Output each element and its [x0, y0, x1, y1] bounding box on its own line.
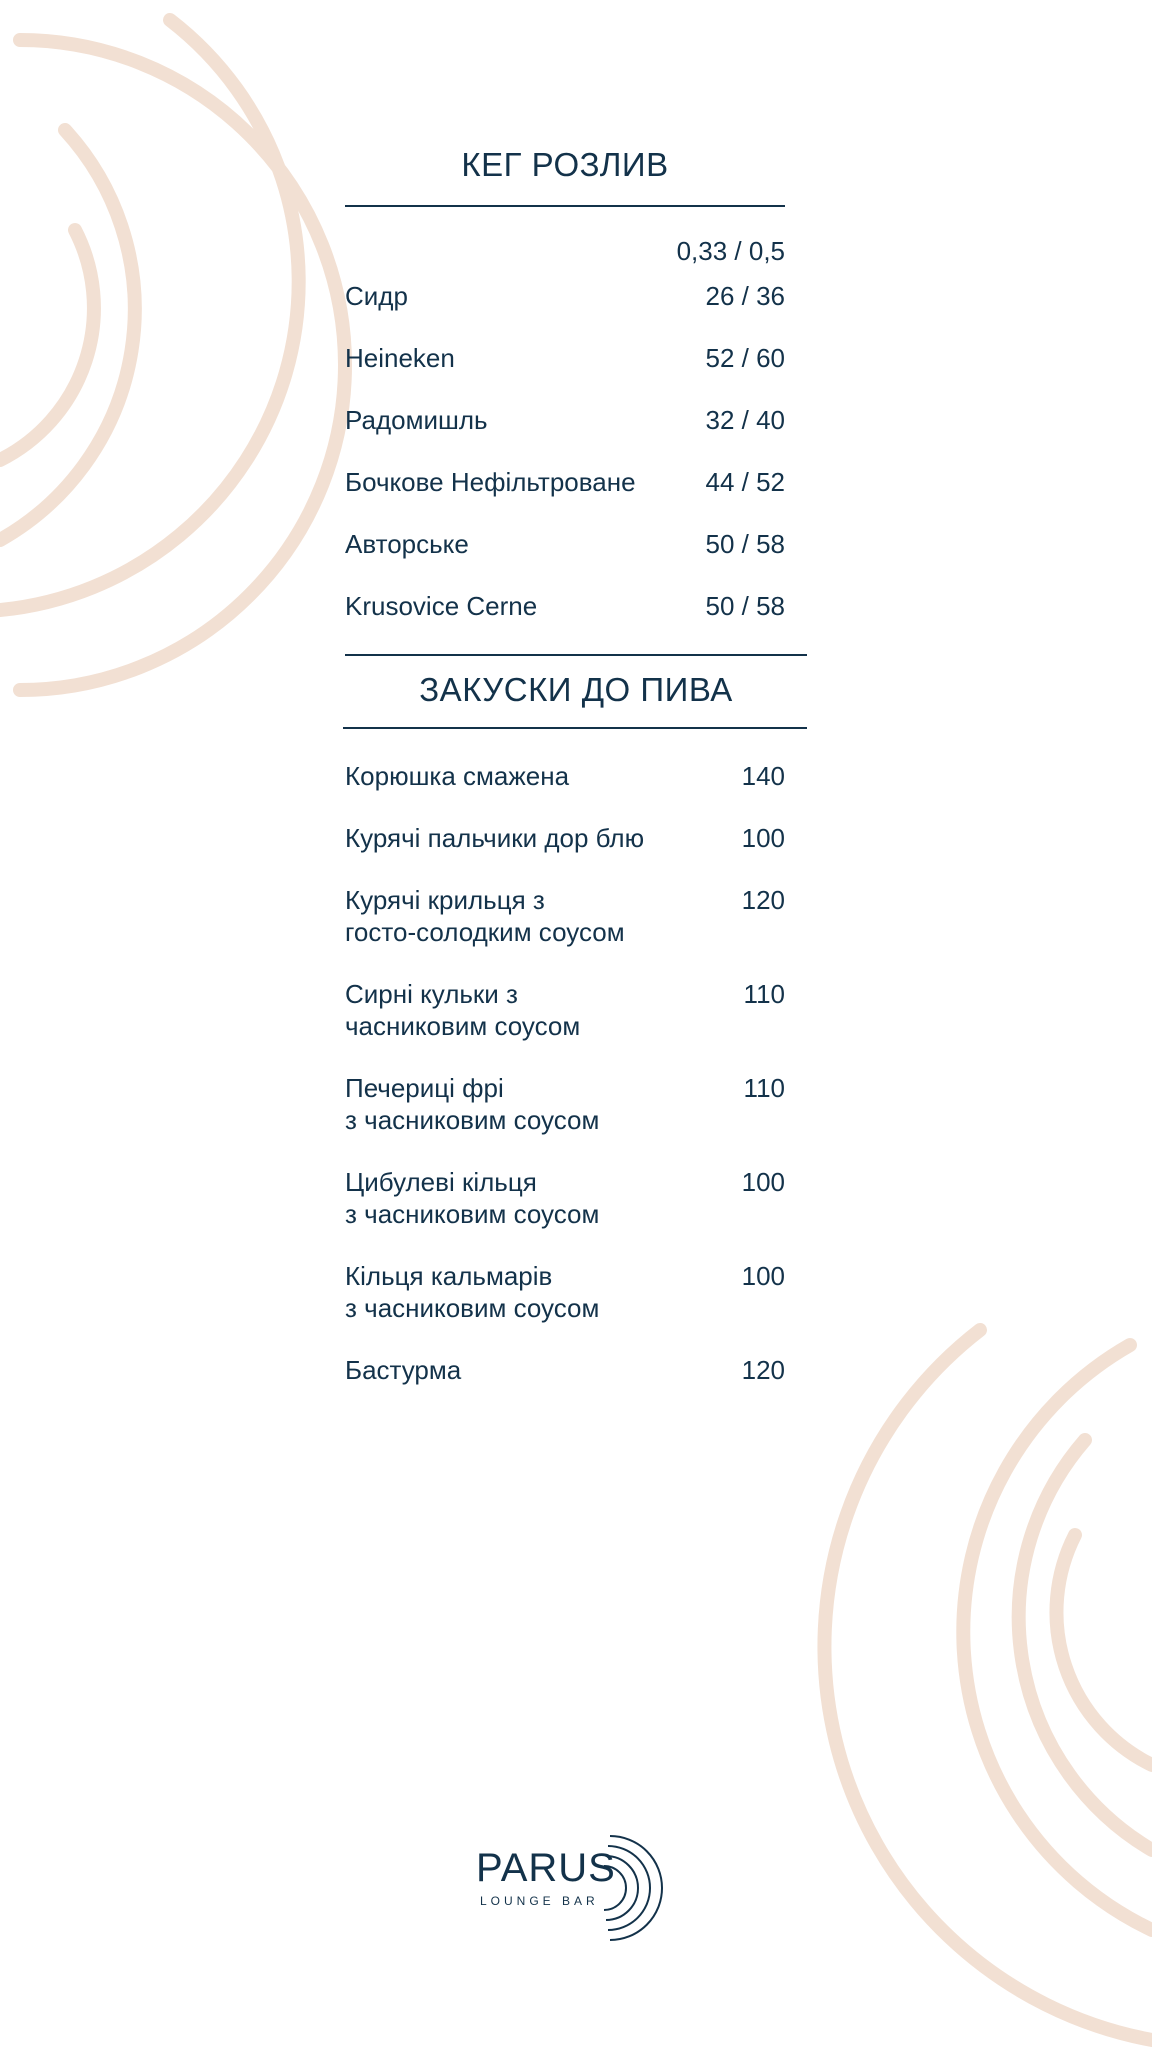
item-price: 120: [741, 1355, 785, 1385]
keg-title-rule: [345, 205, 785, 207]
list-item: [345, 280, 785, 312]
item-name: Курячі крильця з госто-солодким соусом: [345, 885, 625, 947]
arc-top-left-3: [0, 130, 135, 540]
list-item: [345, 884, 785, 948]
list-item: [345, 1166, 785, 1230]
item-price: 50 / 58: [705, 591, 785, 621]
list-item: [345, 342, 785, 374]
item-name: Печериці фрі з часниковим соусом: [345, 1073, 600, 1135]
list-item: [345, 1260, 785, 1324]
list-item: [345, 590, 785, 622]
item-name: Авторське: [345, 529, 469, 559]
item-price: 26 / 36: [705, 281, 785, 311]
logo-subtitle: LOUNGE BAR: [480, 1894, 599, 1908]
list-item: [345, 404, 785, 436]
item-name: Кільця кальмарів з часниковим соусом: [345, 1261, 600, 1323]
item-price: 52 / 60: [705, 343, 785, 373]
item-price: 44 / 52: [705, 467, 785, 497]
item-price: 110: [743, 1073, 785, 1103]
item-name: Сирні кульки з часниковим соусом: [345, 979, 581, 1041]
arc-bottom-right-2: [963, 1345, 1152, 1930]
arc-bottom-right-4: [1056, 1535, 1152, 1765]
list-item: [345, 466, 785, 498]
item-name: Курячі пальчики дор блю: [345, 823, 645, 853]
keg-size-header: 0,33 / 0,5: [676, 236, 785, 266]
item-price: 50 / 58: [705, 529, 785, 559]
keg-section-title: КЕГ РОЗЛИВ: [461, 146, 669, 183]
item-price: 140: [741, 761, 785, 791]
arc-top-left-4: [0, 230, 94, 460]
list-item: [345, 978, 785, 1042]
item-price: 100: [741, 1167, 785, 1197]
arc-top-left-1: [20, 40, 345, 690]
list-item: [345, 528, 785, 560]
item-name: Радомишль: [345, 405, 488, 435]
item-price: 110: [743, 979, 785, 1009]
snacks-section-title: ЗАКУСКИ ДО ПИВА: [419, 671, 733, 708]
item-name: Сидр: [345, 281, 408, 311]
item-name: Krusovice Cerne: [345, 591, 538, 621]
list-item: [345, 1354, 785, 1386]
item-name: Heineken: [345, 343, 455, 373]
item-price: 32 / 40: [705, 405, 785, 435]
snacks-top-rule: [345, 654, 807, 656]
item-price: 100: [741, 1261, 785, 1291]
snacks-title-rule: [343, 727, 807, 729]
item-name: Бочкове Нефільтроване: [345, 467, 636, 497]
item-name: Корюшка смажена: [345, 761, 570, 791]
list-item: [345, 760, 785, 792]
parus-logo: [470, 1826, 690, 1946]
logo-brand: PARUS: [476, 1846, 616, 1890]
arc-top-left-2: [0, 20, 299, 610]
arc-bottom-right-3: [1019, 1440, 1152, 1850]
item-price: 100: [741, 823, 785, 853]
item-name: Бастурма: [345, 1355, 462, 1385]
list-item: [345, 1072, 785, 1136]
list-item: [345, 822, 785, 854]
item-name: Цибулеві кільця з часниковим соусом: [345, 1167, 600, 1229]
item-price: 120: [741, 885, 785, 915]
arc-bottom-right-1: [824, 1330, 1152, 2040]
